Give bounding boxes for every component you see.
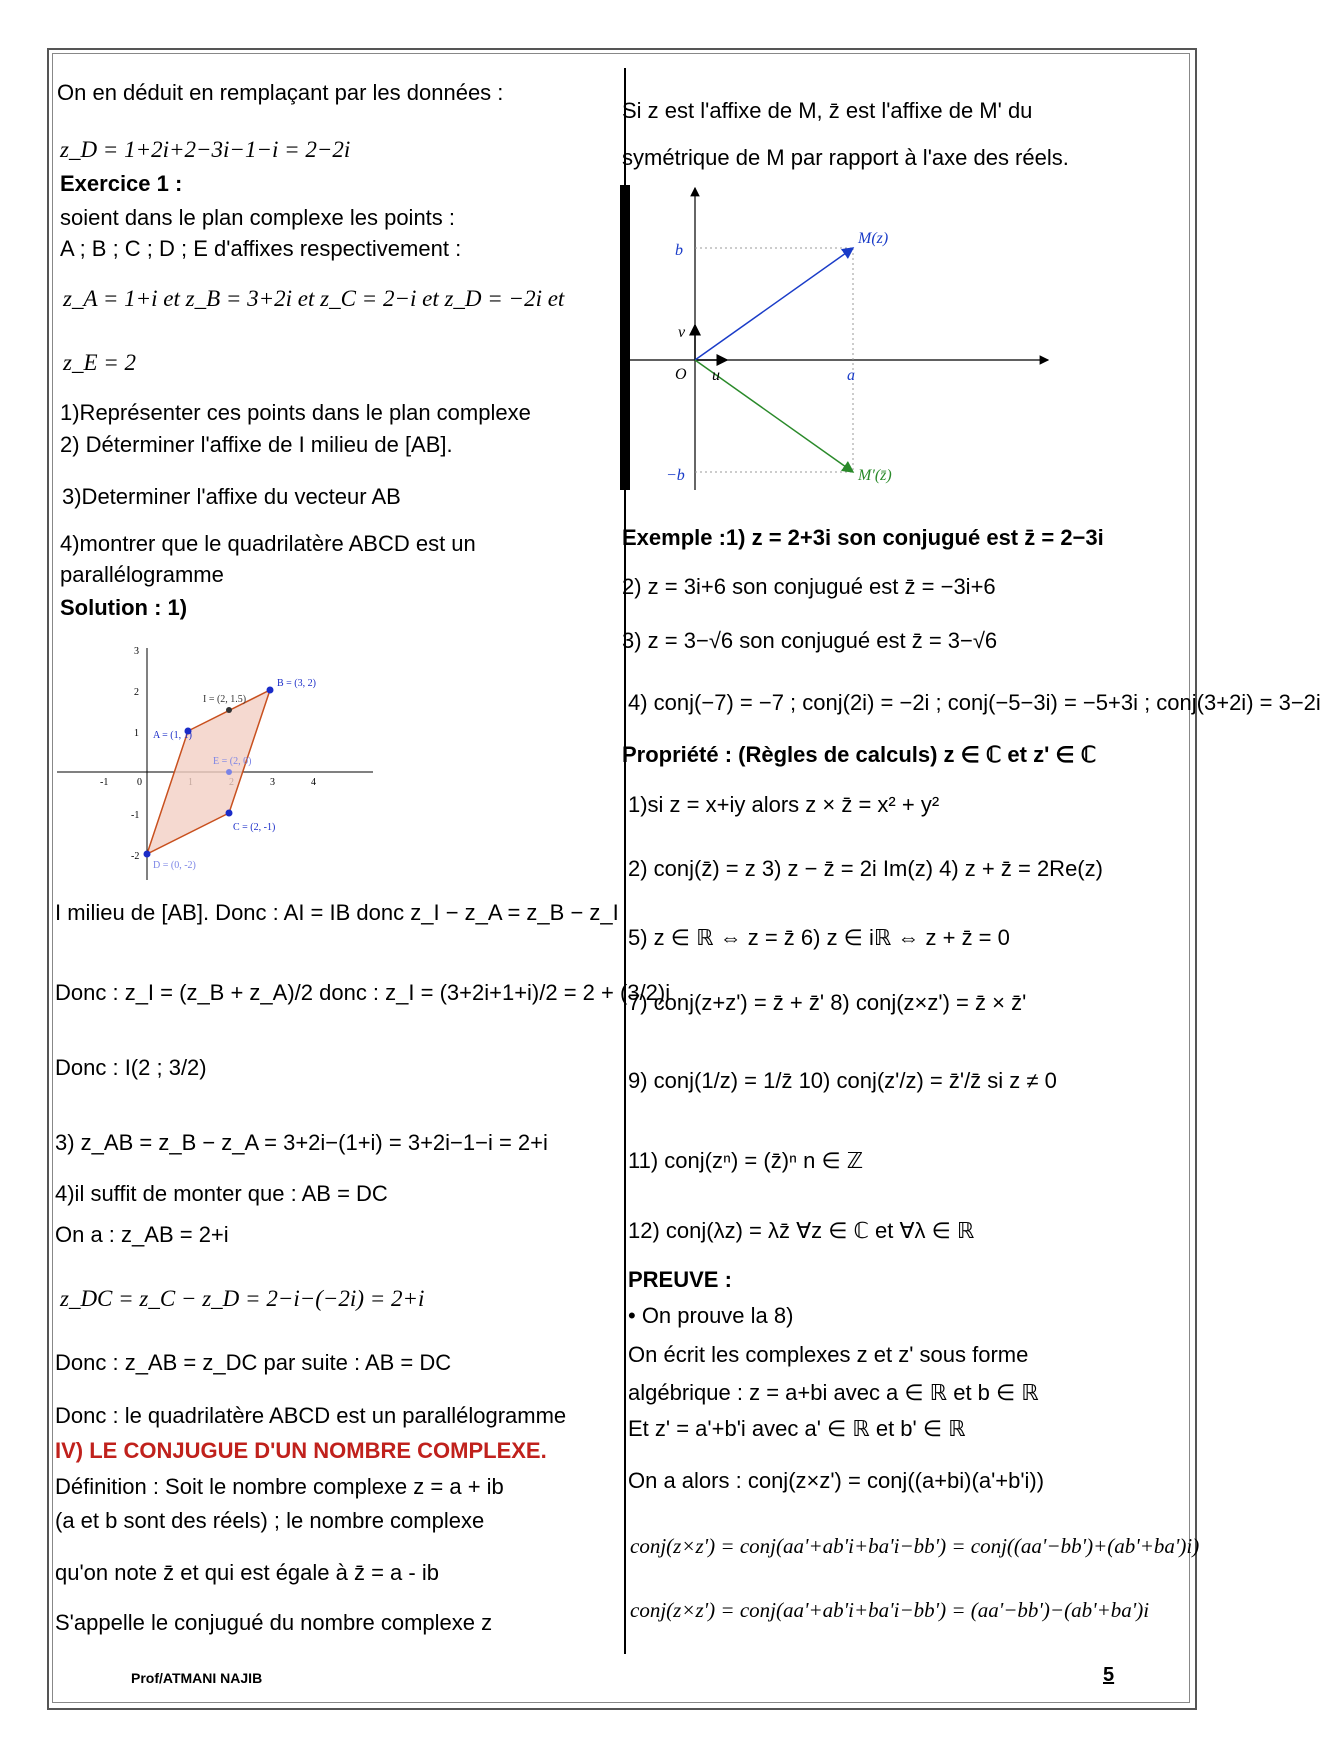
solution-line-5: 4)il suffit de monter que : AB = DC (55, 1181, 388, 1206)
page-number: 5 (1103, 1664, 1115, 1686)
definition-line-3: qu'on note z̄ et qui est égale à z̄ = a - ib (55, 1560, 439, 1585)
y-tick: 1 (134, 728, 139, 739)
property-1: 1)si z = x+iy alors z × z̄ = x² + y² (628, 792, 940, 817)
question-3: 3)Determiner l'affixe du vecteur AB (62, 484, 401, 509)
label-minus-b: −b (666, 467, 685, 484)
solution-title: Solution : 1) (60, 595, 188, 620)
point-i (226, 707, 232, 713)
example-2: 2) z = 3i+6 son conjugué est z̄ = −3i+6 (622, 574, 996, 599)
parallelogram-graph (55, 640, 385, 885)
definition-line-2: (a et b sont des réels) ; le nombre complexe (55, 1508, 485, 1533)
solution-line-2: Donc : z_I = (z_B + z_A)/2 donc : z_I = (3+2i+1+i)/2 = 2 + (3/2)i (55, 980, 671, 1005)
solution-line-6: On a : z_AB = 2+i (55, 1222, 229, 1247)
label-i: I = (2, 1.5) (203, 694, 247, 705)
property-title: Propriété : (Règles de calculs) z ∈ ℂ et z' ∈ ℂ (622, 742, 1097, 767)
y-tick: -2 (131, 851, 140, 862)
exercise-ze: z_E = 2 (63, 350, 137, 375)
definition-line-1: Définition : Soit le nombre complexe z = a + ib (55, 1474, 504, 1499)
proof-line-6: conj(z×z') = conj(aa'+ab'i+ba'i−bb') = conj((aa'−bb')+(ab'+ba')i) (630, 1534, 1200, 1558)
property-11: 11) conj(zⁿ) = (z̄)ⁿ n ∈ ℤ (628, 1148, 864, 1173)
proof-line-2: On écrit les complexes z et z' sous forme (628, 1342, 1029, 1367)
example-4: 4) conj(−7) = −7 ; conj(2i) = −2i ; conj(−5−3i) = −5+3i ; conj(3+2i) = 3−2i (628, 690, 1321, 715)
label-m: M(z) (858, 230, 889, 247)
conjugate-graph (630, 185, 1050, 495)
question-4a: 4)montrer que le quadrilatère ABCD est un (60, 531, 476, 556)
label-v: v (678, 324, 686, 341)
solution-line-3: Donc : I(2 ; 3/2) (55, 1055, 207, 1080)
origin-label: 0 (137, 777, 142, 788)
point-e (226, 769, 232, 775)
graph-black-bar (620, 185, 630, 490)
left-line-1: On en déduit en remplaçant par les données : (57, 80, 504, 105)
point-b (267, 687, 274, 694)
proof-title: PREUVE : (628, 1267, 732, 1292)
question-4b: parallélogramme (60, 562, 224, 587)
y-tick: 2 (134, 687, 139, 698)
x-tick: -1 (100, 777, 109, 788)
exercise-title: Exercice 1 : (60, 171, 183, 196)
x-tick: 3 (270, 777, 275, 788)
proof-line-3: algébrique : z = a+bi avec a ∈ ℝ et b ∈ ℝ (628, 1380, 1039, 1405)
section-title-conjugue: IV) LE CONJUGUE D'UN NOMBRE COMPLEXE. (55, 1438, 547, 1463)
proof-line-1: • On prouve la 8) (628, 1303, 794, 1328)
right-line-2: symétrique de M par rapport à l'axe des réels. (622, 145, 1069, 170)
label-m-prime: M′(z̄) (858, 467, 892, 484)
label-b: B = (3, 2) (277, 678, 316, 689)
property-9-10: 9) conj(1/z) = 1/z̄ 10) conj(z'/z) = z̄'/z̄ si z ≠ 0 (628, 1068, 1057, 1093)
exercise-line-1: soient dans le plan complexe les points : (60, 205, 456, 230)
exercise-affixes: z_A = 1+i et z_B = 3+2i et z_C = 2−i et z_D = −2i et (63, 286, 565, 311)
proof-line-4: Et z' = a'+b'i avec a' ∈ ℝ et b' ∈ ℝ (628, 1416, 966, 1441)
point-c (226, 810, 233, 817)
label-a: a (847, 367, 855, 384)
definition-line-4: S'appelle le conjugué du nombre complexe z (55, 1610, 493, 1635)
proof-line-7: conj(z×z') = conj(aa'+ab'i+ba'i−bb') = (aa'−bb')−(ab'+ba')i (630, 1598, 1150, 1622)
right-line-1: Si z est l'affixe de M, z̄ est l'affixe de M' du (622, 98, 1033, 123)
question-2: 2) Déterminer l'affixe de I milieu de [AB]. (60, 432, 453, 457)
vector-om (695, 248, 853, 360)
example-1: Exemple :1) z = 2+3i son conjugué est z̄ = 2−3i (622, 525, 1104, 550)
y-tick: -1 (131, 810, 140, 821)
label-b: b (675, 242, 683, 259)
solution-line-4: 3) z_AB = z_B − z_A = 3+2i−(1+i) = 3+2i−1−i = 2+i (55, 1130, 548, 1155)
label-e: E = (2, 0) (213, 756, 252, 767)
label-a: A = (1, 1) (153, 730, 192, 741)
solution-line-9: Donc : le quadrilatère ABCD est un parallélogramme (55, 1403, 567, 1428)
zd-result: z_D = 1+2i+2−3i−1−i = 2−2i (60, 137, 351, 162)
property-7-8: 7) conj(z+z') = z̄ + z̄' 8) conj(z×z') = z̄ × z̄' (628, 990, 1027, 1015)
label-d: D = (0, -2) (153, 860, 196, 871)
proof-line-5: On a alors : conj(z×z') = conj((a+bi)(a'+b'i)) (628, 1468, 1045, 1493)
x-tick: 4 (311, 777, 316, 788)
label-origin: O (675, 366, 687, 383)
solution-line-1: I milieu de [AB]. Donc : AI = IB donc z_I − z_A = z_B − z_I (55, 900, 619, 925)
solution-line-8: Donc : z_AB = z_DC par suite : AB = DC (55, 1350, 452, 1375)
property-5-6: 5) z ∈ ℝ ⇔ z = z̄ 6) z ∈ iℝ ⇔ z + z̄ = 0 (628, 925, 1010, 950)
y-tick: 3 (134, 646, 139, 657)
example-3: 3) z = 3−√6 son conjugué est z̄ = 3−√6 (622, 628, 998, 653)
property-2-4: 2) conj(z̄) = z 3) z − z̄ = 2i Im(z) 4) z + z̄ = 2Re(z) (628, 856, 1103, 881)
footer-author: Prof/ATMANI NAJIB (131, 1670, 263, 1686)
property-12: 12) conj(λz) = λz̄ ∀z ∈ ℂ et ∀λ ∈ ℝ (628, 1218, 975, 1243)
exercise-line-2: A ; B ; C ; D ; E d'affixes respectivement : (60, 236, 462, 261)
point-d (144, 851, 151, 858)
label-c: C = (2, -1) (233, 822, 276, 833)
question-1: 1)Représenter ces points dans le plan complexe (60, 400, 531, 425)
label-u: u (712, 367, 720, 384)
solution-line-7: z_DC = z_C − z_D = 2−i−(−2i) = 2+i (60, 1286, 425, 1311)
